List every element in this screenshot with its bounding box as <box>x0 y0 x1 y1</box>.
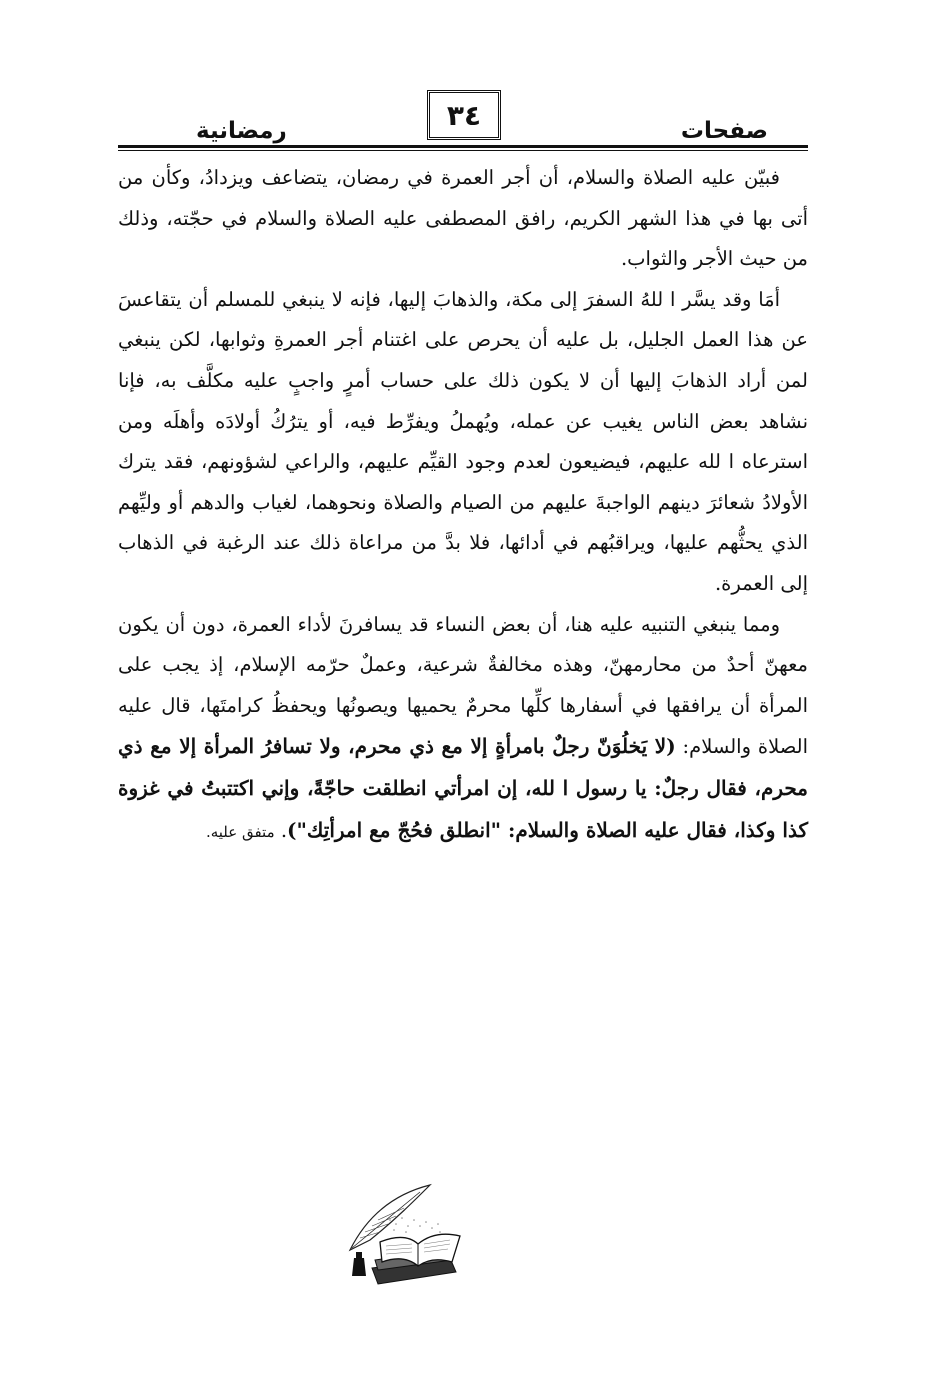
page-header <box>118 88 808 152</box>
header-left-title: رمضانية <box>196 118 287 144</box>
paragraph-3-tail: . <box>274 818 288 842</box>
hadith-source: متفق عليه. <box>205 822 275 841</box>
main-text <box>118 158 808 852</box>
book-quill-ink-icon <box>320 1180 470 1290</box>
hadith-quote: (لا يَخلُوَنّ رجلٌ بامرأةٍ إلا مع ذي محرم، ولا تسافرُ المرأة إلا مع ذي محرم، فقال رجلٌ: يا رسول ا لله، إن امرأتي انطلقت حاجّةً، وإني اكتتبتُ في غزوة كذا وكذا، فقال عليه الصلاة والسلام: "انطلق فحُجّ مع امرأتِك") <box>118 734 808 842</box>
paragraph-1: فبيّن عليه الصلاة والسلام، أن أجر العمرة في رمضان، يتضاعف ويزدادُ، وكأن من أتى بها في هذا الشهر الكريم، رافق المصطفى عليه الصلاة والسلام في حجّته، وذلك من حيث الأجر والثواب. <box>118 166 808 271</box>
header-rule-thin <box>118 150 808 151</box>
header-right-title: صفحات <box>680 118 768 144</box>
paragraph-3 <box>118 605 808 853</box>
header-rule-thick <box>118 145 808 148</box>
paragraph-2: أمَا وقد يسَّر ا للهُ السفرَ إلى مكة، والذهابَ إليها، فإنه لا ينبغي للمسلم أن يتقاعسَ عن هذا العمل الجليل، بل عليه أن يحرص على اغتنام أجر العمرةِ وثوابها، لكن ينبغي لمن أراد الذهابَ إليها أن لا يكون ذلك على حساب أمرٍ واجبٍ عليه مكلَّف به، فإنا نشاهد بعض الناس يغيب عن عمله، ويُهملُ ويفرِّط فيه، أو يترُكُ أولادَه وأهلَه ومن استرعاه ا لله عليهم، فيضيعون لعدم وجود القيِّم عليهم، والراعي لشؤونهم، فقد يترك الأولادُ شعائرَ دينهم الواجبةَ عليهم من الصيام والصلاة ونحوهما، لغياب والدهم أو وليِّهم الذي يحثُّهم عليها، ويراقبُهم في أدائها، فلا بدَّ من مراعاة ذلك عند الرغبة في الذهاب إلى العمرة. <box>118 287 808 595</box>
page-number: ٣٤ <box>427 90 501 140</box>
paragraph-3-text: ومما ينبغي التنبيه عليه هنا، أن بعض النساء قد يسافرنَ لأداء العمرة، دون أن يكون معهنّ أحدٌ من محارمهنّ، وهذه مخالفةٌ شرعية، وعملٌ حرّمه الإسلام، إذ يجب على المرأة أن يرافقها في أسفارها كلِّها محرمٌ يحميها ويصونُها ويحفظُ كرامتَها، قال عليه الصلاة والسلام: <box>118 612 809 759</box>
